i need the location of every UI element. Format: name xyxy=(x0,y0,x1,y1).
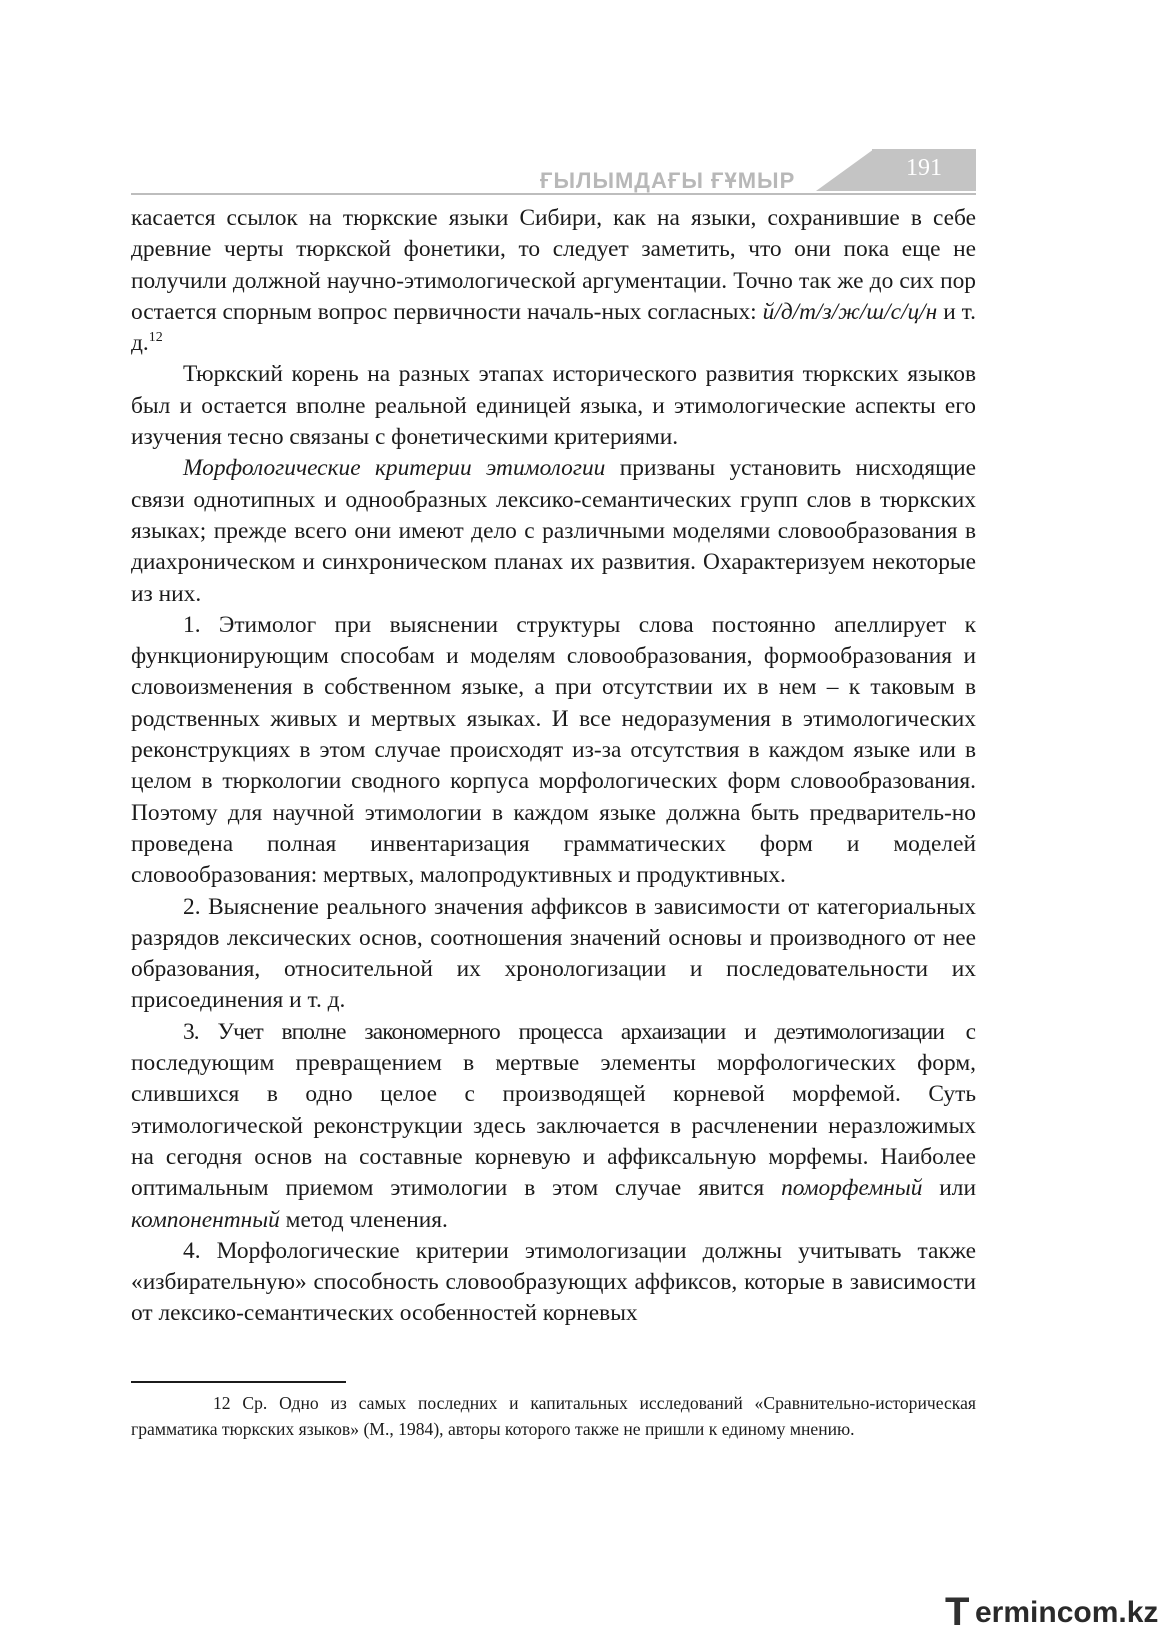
footnote-12: 12 Ср. Одно из самых последних и капитальных исследований «Сравнительно-историческая грамматика тюркских языков» (М., 1984), авторы которого также не пришли к единому мнению. xyxy=(131,1393,976,1439)
paragraph-3: Морфологические критерии этимологии призваны установить нисходящие связи однотипных и однообразных лексико-семантических групп слов в тюркских языках; прежде всего они имеют дело с различными моделями словообразования в диахроническом и синхроническом планах их развития. Охарактеризуем некоторые из них. xyxy=(131,455,977,607)
paragraph-6: 3. Учет вполне закономерного процесса архаизации и деэтимологизации с последующим превращением в мертвые элементы морфологических форм, слившихся в одно целое с производящей корневой морфемой. Суть этимологической реконструкции здесь заключается в расчленении неразложимых на сегодня основ на составные корневую и аффиксальную морфемы. Наиболее оптимальным приемом этимологии в этом случае явится поморфемный или компонентный метод членения. xyxy=(131,1018,977,1233)
paragraph-1: касается ссылок на тюркские языки Сибири, как на языки, сохранившие в себе древние черты тюркской фонетики, то следует заметить, что они пока еще не получили должной научно-этимологической аргументации. Точно так же до сих пор остается спорным вопрос первичности началь-ных согласных: й/д/т/з/ж/ш/с/ц/н и т. д.$^{12}$ xyxy=(131,205,976,357)
watermark-logo-letter: T xyxy=(945,1590,970,1634)
paragraph-2: Тюркский корень на разных этапах исторического развития тюркских языков был и остается вполне реальной единицей языка, и этимологические аспекты его изучения тесно связаны с фонетическими критериями. xyxy=(131,361,976,451)
running-header-title: ҒЫЛЫМДАҒЫ ҒҰМЫР xyxy=(540,168,796,193)
footnote-reference[interactable]: 12 xyxy=(148,330,163,346)
term-italic: Морфологические критерии этимологии xyxy=(183,455,606,482)
watermark-text: ermincom.kz xyxy=(975,1596,1158,1629)
term-italic: поморфемный xyxy=(781,1175,923,1202)
paragraph-5: 2. Выяснение реального значения аффиксов в зависимости от категориальных разрядов лексических основ, соотношения значений основы и производного от нее образования, относительной их хронологизации и последовательности их присоединения и т. д. xyxy=(131,893,976,1014)
term-italic: компонентный xyxy=(131,1206,280,1233)
footnote-rule xyxy=(131,1381,346,1383)
paragraph-4: 1. Этимолог при выяснении структуры слова постоянно апеллирует к функционирующим способам и моделям словообразования, формообразования и словоизменения в собственном языке, а при отсутствии их в нем – к таковым в родственных живых и мертвых языках. И все недоразумения в этимологических реконструкциях в этом случае происходят из-за отсутствия в каждом языке или в целом в тюркологии сводного корпуса морфологических форм словообразования. Поэтому для научной этимологии в каждом языке должна быть предваритель-но проведена полная инвентаризация грамматических форм и моделей словообразования: мертвых, малопродуктивных и продуктивных. xyxy=(131,611,976,889)
header-decoration xyxy=(816,149,874,191)
page-body xyxy=(131,203,976,1330)
consonant-list: й/д/т/з/ж/ш/с/ц/н xyxy=(762,298,938,325)
paragraph-7: 4. Морфологические критерии этимологизации должны учитывать также «избирательную» способность словообразующих аффиксов, которые в зависимости от лексико-семантических особенностей корневых xyxy=(131,1237,976,1327)
header-rule xyxy=(131,193,976,195)
site-watermark xyxy=(945,1590,1158,1634)
page-number: 191 xyxy=(906,155,942,181)
